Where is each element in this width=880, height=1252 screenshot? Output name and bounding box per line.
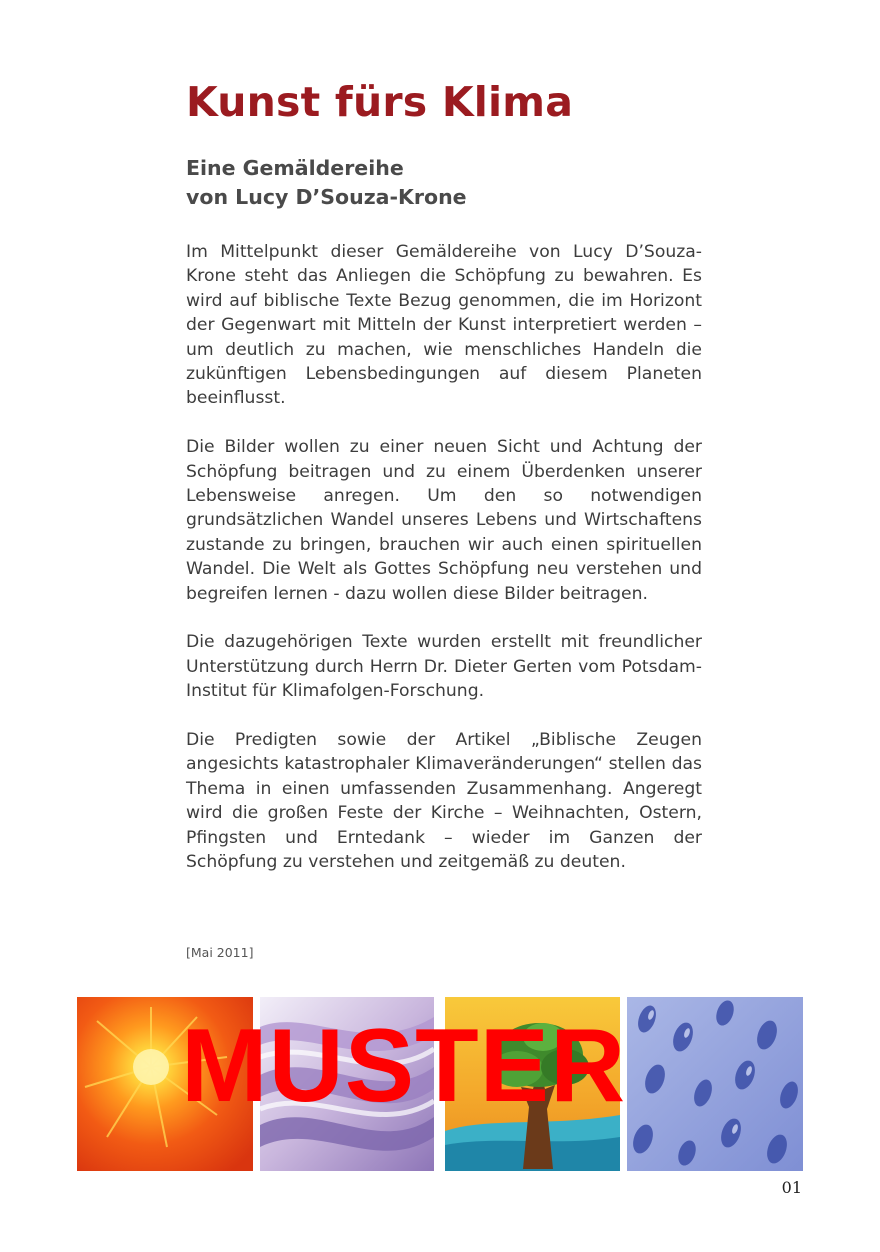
subtitle-line-1: Eine Gemäldereihe [186,156,404,180]
subtitle-line-2: von Lucy D’Souza-Krone [186,185,467,209]
paragraph-2: Die Bilder wollen zu einer neuen Sicht und Achtung der Schöpfung beitragen und zu einem Überdenken unserer Lebensweise anregen. Um den so notwendigen grundsätzlichen Wandel unseres Lebens und Wirtschaftens zustande zu bringen, brauchen wir auch einen spirituellen Wandel. Die Welt als Gottes Schöpfung neu verstehen und begreifen lernen - dazu wollen diese Bilder beitragen. [186,437,702,604]
blue-raindrops-painting [627,997,803,1171]
page-title: Kunst fürs Klima [186,78,574,126]
body-text [186,240,702,899]
painting-strip [77,997,803,1171]
watermark-text: MUSTER [181,1008,627,1124]
date-note: [Mai 2011] [186,945,254,960]
paragraph-4: Die Predigten sowie der Artikel „Biblische Zeugen angesichts katastrophaler Klimaveränderungen“ stellen das Thema in einen umfassenden Zusammenhang. Angeregt wird die großen Feste der Kirche – Weihnachten, Ostern, Pfingsten und Erntedank – wieder im Ganzen der Schöpfung zu verstehen und zeitgemäß zu deuten. [186,730,702,873]
page-number: 01 [781,1178,802,1197]
paragraph-1: Im Mittelpunkt dieser Gemäldereihe von Lucy D’Souza-Krone steht das Anliegen die Schöpfung zu bewahren. Es wird auf biblische Texte Bezug genommen, die im Horizont der Gegenwart mit Mitteln der Kunst interpretiert werden – um deutlich zu machen, wie menschliches Handeln die zukünftigen Lebensbedingungen auf diesem Planeten beeinflusst. [186,242,702,409]
subtitle [186,154,467,212]
paragraph-3: Die dazugehörigen Texte wurden erstellt mit freundlicher Unterstützung durch Herrn Dr. Dieter Gerten vom Potsdam-Institut für Klimafolgen-Forschung. [186,632,702,702]
